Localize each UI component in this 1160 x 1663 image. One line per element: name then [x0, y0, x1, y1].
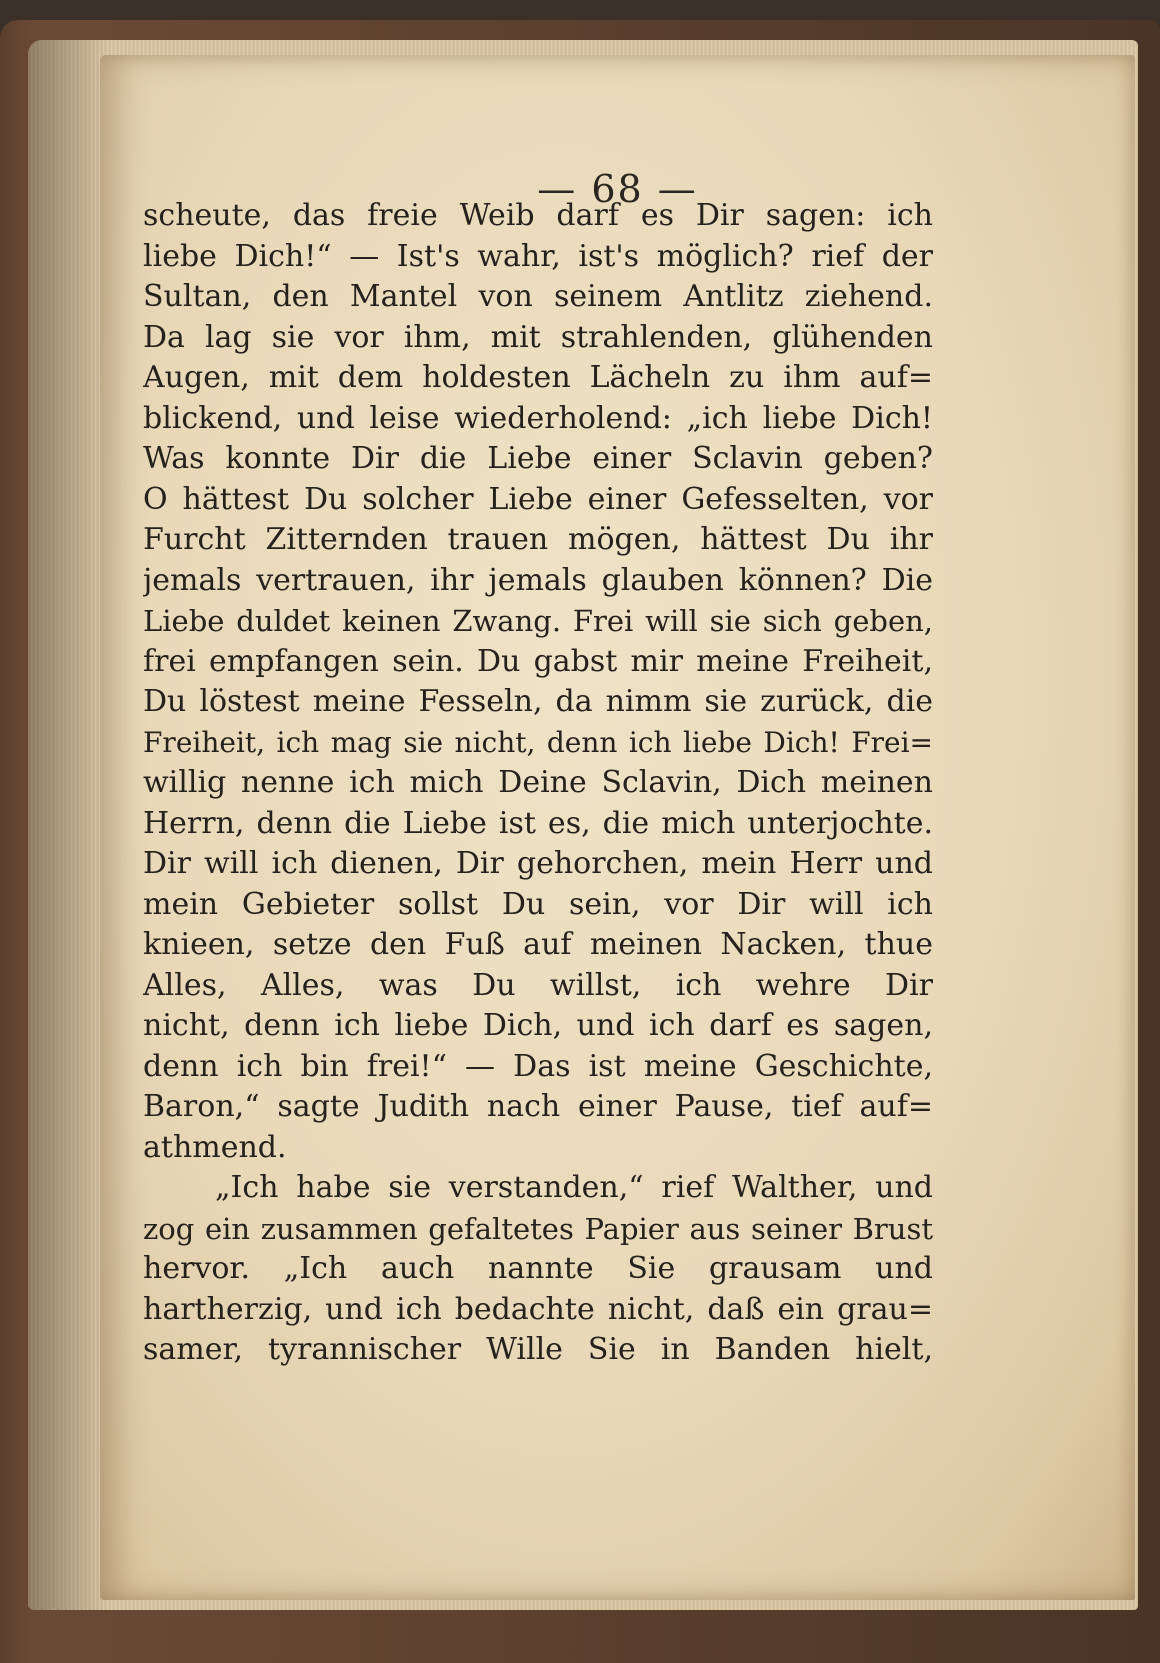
text-line: Herrn, denn die Liebe ist es, die mich unterjochte.	[143, 805, 933, 841]
text-line: O hättest Du solcher Liebe einer Gefesselten, vor	[143, 481, 933, 517]
text-line: Furcht Zitternden trauen mögen, hättest Du ihr	[143, 522, 933, 557]
text-line: Liebe duldet keinen Zwang. Frei will sie sich geben,	[143, 604, 933, 638]
text-line: Was konnte Dir die Liebe einer Sclavin geben?	[143, 441, 933, 476]
text-line: scheute, das freie Weib darf es Dir sagen: ich	[143, 198, 933, 233]
text-line: denn ich bin frei!“ — Das ist meine Geschichte,	[143, 1048, 933, 1084]
text-line: „Ich habe sie verstanden,“ rief Walther, und	[215, 1170, 933, 1205]
spine-shadow	[28, 40, 108, 1610]
text-line: Freiheit, ich mag sie nicht, denn ich liebe Dich! Frei=	[143, 725, 933, 759]
text-line: willig nenne ich mich Deine Sclavin, Dich meinen	[143, 765, 933, 800]
page-number: — 68 —	[537, 167, 698, 211]
text-line: Baron,“ sagte Judith nach einer Pause, tief auf=	[143, 1089, 933, 1124]
text-line: mein Gebieter sollst Du sein, vor Dir will ich	[143, 886, 933, 922]
text-line: zog ein zusammen gefaltetes Papier aus seiner Brust	[143, 1211, 933, 1246]
text-line: blickend, und leise wiederholend: „ich liebe Dich!	[143, 400, 933, 436]
text-line: jemals vertrauen, ihr jemals glauben können? Die	[143, 562, 933, 598]
text-line: Alles, Alles, was Du willst, ich wehre Dir	[143, 967, 933, 1003]
text-line: hartherzig, und ich bedachte nicht, daß ein grau=	[143, 1291, 933, 1327]
text-line: Du löstest meine Fesseln, da nimm sie zurück, die	[143, 684, 933, 719]
text-line: Sultan, den Mantel von seinem Antlitz ziehend.	[143, 279, 933, 314]
text-line: Da lag sie vor ihm, mit strahlenden, glühenden	[143, 319, 933, 355]
text-line: hervor. „Ich auch nannte Sie grausam und	[143, 1251, 933, 1286]
text-line: frei empfangen sein. Du gabst mir meine Freiheit,	[143, 643, 933, 679]
text-line: Augen, mit dem holdesten Lächeln zu ihm auf=	[143, 360, 933, 395]
text-line: knieen, setze den Fuß auf meinen Nacken, thue	[143, 927, 933, 962]
text-line: samer, tyrannischer Wille Sie in Banden hielt,	[143, 1332, 933, 1367]
text-line: athmend.	[143, 1129, 287, 1165]
body-text	[143, 196, 933, 1371]
text-line: nicht, denn ich liebe Dich, und ich darf es sagen,	[143, 1008, 933, 1043]
text-line: Dir will ich dienen, Dir gehorchen, mein Herr und	[143, 846, 933, 881]
text-line: liebe Dich!“ — Ist's wahr, ist's möglich? rief der	[143, 238, 933, 274]
